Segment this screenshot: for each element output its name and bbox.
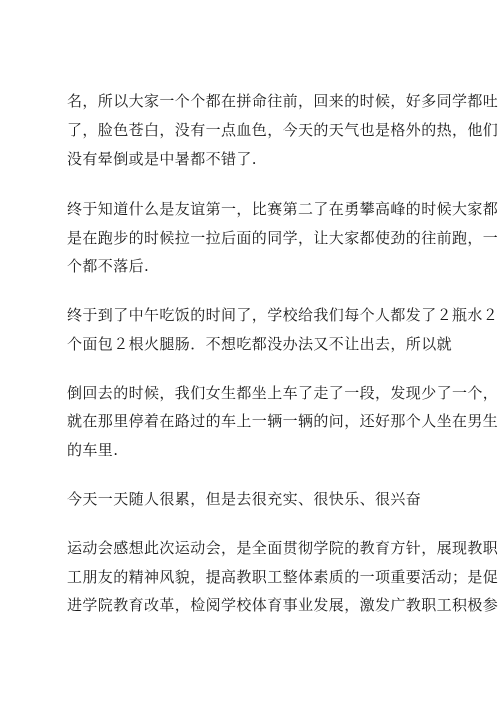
paragraph-3-line-1: 终于到了中午吃饭的时间了，学校给我们每个人都发了２瓶水２ [67,306,499,324]
paragraph-4-line-2: 就在那里停着在路过的车上一辆一辆的问，还好那个人坐在男生 [67,412,499,430]
paragraph-2-line-2: 是在跑步的时候拉一拉后面的同学，让大家都使劲的往前跑，一 [67,229,499,247]
paragraph-6-line-2: 工朋友的精神风貌，提高教职工整体素质的一项重要活动；是促 [67,568,499,586]
paragraph-1-line-2: 了，脸色苍白，没有一点血色，今天的天气也是格外的热，他们 [67,121,499,139]
paragraph-4-line-3: 的车里. [67,441,119,459]
paragraph-5-line-1: 今天一天随人很累，但是去很充实、很快乐、很兴奋 [67,490,422,508]
paragraph-6-line-1: 运动会感想此次运动会，是全面贯彻学院的教育方针，展现教职 [67,539,499,557]
paragraph-3-line-2: 个面包２根火腿肠．不想吃都没办法又不让出去，所以就 [67,335,453,353]
paragraph-2-line-1: 终于知道什么是友谊第一，比赛第二了在勇攀高峰的时候大家都 [67,200,499,218]
paragraph-1-line-1: 名，所以大家一个个都在拼命往前，回来的时候，好多同学都吐 [67,92,499,110]
paragraph-6-line-3: 进学院教育改革，检阅学校体育事业发展，激发广教职工积极参 [67,596,499,614]
paragraph-1-line-3: 没有晕倒或是中暑都不错了. [67,150,257,168]
paragraph-4-line-1: 倒回去的时候，我们女生都坐上车了走了一段，发现少了一个， [67,384,499,402]
paragraph-2-line-3: 个都不落后. [67,257,150,275]
